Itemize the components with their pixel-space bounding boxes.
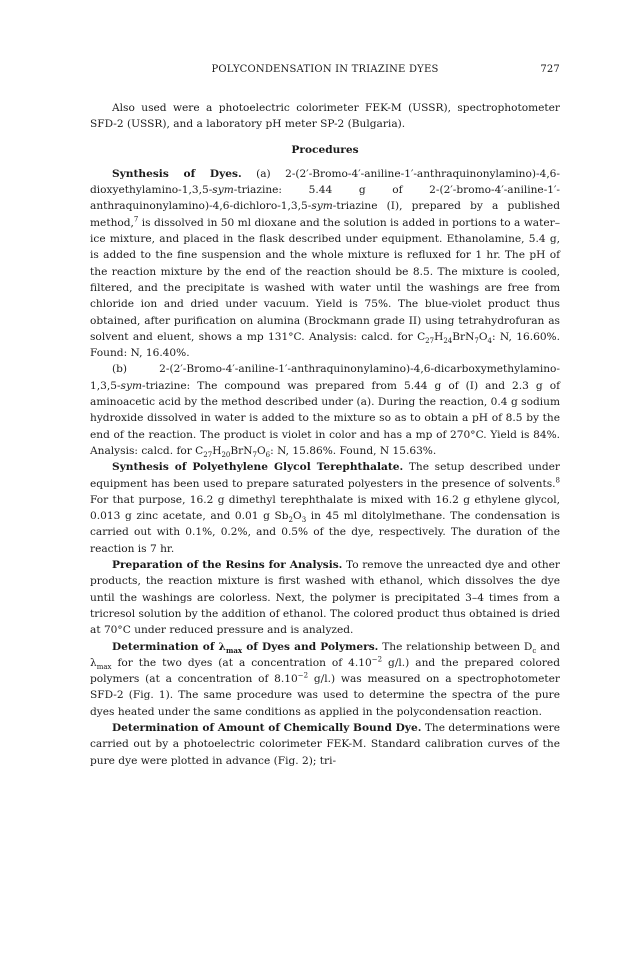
lambda-heading: Determination of $\lambda_{max}$ of Dyes and Polymers. (112, 640, 379, 655)
procedures-heading: Procedures (291, 143, 359, 156)
synthesis-peg-heading: Synthesis of Polyethylene Glycol Terephthalate. (112, 461, 404, 474)
page-number: 727 (540, 64, 560, 75)
running-title: POLYCONDENSATION IN TRIAZINE DYES (211, 64, 439, 75)
synthesis-dyes-heading: Synthesis of Dyes. (112, 167, 242, 180)
preparation-heading: Preparation of the Resins for Analysis. (112, 559, 343, 572)
lambda-paragraph: Determination of $\lambda_{max}$ of Dyes and Polymers. The relationship between $D_c$ and $\lambda_{max}$ for the two dyes (at a concentration of $4.10^{-2}$ g/l.) and the prepared colored polymers (at a concentration of $8.10^{-2}$ g/l.) was measured on a spectrophotometer SFD-2 (Fig. 1). The same procedure was used to determine the spectra of the pure dyes heated under the same conditions as applied in the polycondensation reaction. (90, 640, 560, 718)
synthesis-dyes-paragraph-a: Synthesis of Dyes. (a) 2-(2′-Bromo-4′-aniline-1′-anthraquinonylamino)-4,6-dioxyethylamino-1,3,5-sym-triazine: 5.44 g of 2-(2′-bromo-4′-aniline-1′-anthraquinonylamino)-4,6-dichloro-1,3,5-sym-triazine (I), prepared by a published method,$^7$ is dissolved in 50 ml dioxane and the solution is added in portions to a water–ice mixture, and placed in the flask described under equipment. Ethanolamine, 5.4 g, is added to the fine suspension and the whole mixture is refluxed for 1 hr. The pH of the reaction mixture by the end of the reaction should be 8.5. The mixture is cooled, filtered, and the precipitate is washed with water until the washings are free from chloride ion and dried under vacuum. Yield is 75%. The blue-violet product thus obtained, after purification on alumina (Brockmann grade II) using tetrahydrofuran as solvent and eluent, shows a mp 131°C. Analysis: calcd. for $C_{27}H_{24}BrN_7O_4$: N, 16.60%. Found: N, 16.40%. (90, 167, 561, 360)
intro-paragraph: Also used were a photoelectric colorimeter FEK-M (USSR), spectrophotometer SFD-2 (USSR), and a laboratory pH meter SP-2 (Bulgaria). (90, 102, 560, 131)
bound-dye-heading: Determination of Amount of Chemically Bound Dye. (112, 721, 422, 734)
running-header (90, 62, 560, 78)
preparation-paragraph: Preparation of the Resins for Analysis. To remove the unreacted dye and other products, the reaction mixture is first washed with ethanol, which dissolves the dye until the washings are colorless. Next, the polymer is precipitated 3–4 times from a tricresol solution by the addition of ethanol. The colored product thus obtained is dried at 70°C under reduced pressure and is analyzed. (90, 559, 560, 637)
synthesis-dyes-paragraph-b: (b) 2-(2′-Bromo-4′-aniline-1′-anthraquinonylamino)-4,6-dicarboxymethylamino-1,3,5-sym-triazine: The compound was prepared from 5.44 g of (I) and 2.3 g of aminoacetic acid by the method described under (a). During the reaction, 0.4 g sodium hydroxide dissolved in water is added to the mixture so as to obtain a pH of 8.5 by the end of the reaction. The product is violet in color and has a mp of 270°C. Yield is 84%. Analysis: calcd. for $C_{27}H_{20}BrN_7O_6$: N, 15.86%. Found, N 15.63%. (90, 363, 560, 460)
reference-marker: 7 (133, 215, 139, 224)
reference-marker: 8 (555, 476, 560, 484)
journal-page (90, 62, 560, 769)
synthesis-peg-paragraph: Synthesis of Polyethylene Glycol Terephthalate. The setup described under equipment has been used to prepare saturated polyesters in the presence of solvents.$^8$ For that purpose, 16.2 g dimethyl terephthalate is mixed with 16.2 g ethylene glycol, 0.013 g zinc acetate, and 0.01 g $Sb_2O_3$ in 45 ml ditolylmethane. The condensation is carried out with 0.1%, 0.2%, and 0.5% of the dye, respectively. The duration of the reaction is 7 hr. (90, 461, 560, 555)
bound-dye-paragraph: Determination of Amount of Chemically Bound Dye. The determinations were carried out by a photoelectric colorimeter FEK-M. Standard calibration curves of the pure dye were plotted in advance (Fig. 2); tri- (90, 721, 560, 767)
